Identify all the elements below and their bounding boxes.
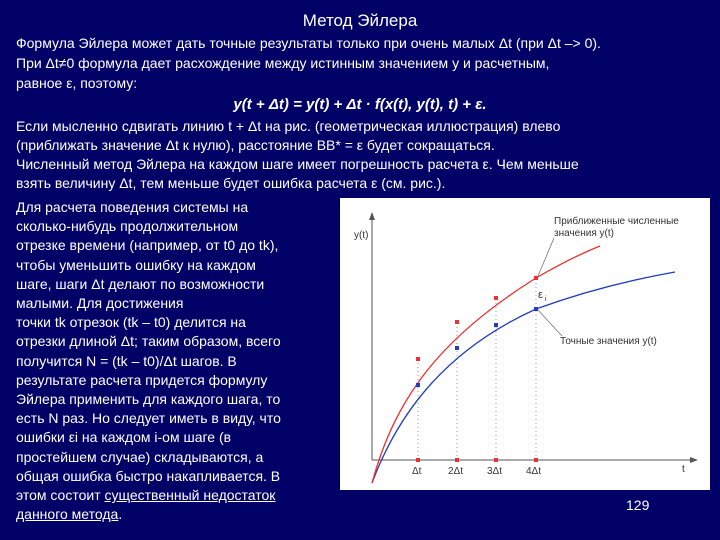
approx-point <box>455 320 459 324</box>
left-line: Для расчета поведения системы на <box>16 199 249 215</box>
para2-line-1: Если мысленно сдвигать линию t + Δt на рис. (геометрическая иллюстрация) влево <box>16 118 561 134</box>
left-line: общая ошибка быстро накапливается. В <box>16 467 281 484</box>
t-tick <box>494 458 498 462</box>
approx-point <box>494 296 498 300</box>
y-axis-arrow <box>369 212 375 220</box>
left-line: малыми. Для достижения <box>16 295 184 312</box>
left-line: чтобы уменьшить ошибку на каждом <box>16 256 256 273</box>
exact-point <box>416 383 420 387</box>
exact-label: Точные значения y(t) <box>560 336 657 347</box>
left-line <box>16 486 328 505</box>
left-line: Эйлера применить для каждого шага, то <box>16 391 281 408</box>
t-tick <box>416 458 420 462</box>
epsilon-subscript: i <box>545 296 547 303</box>
intro-line-1: Формула Эйлера может дать точные результаты только при очень малых Δt (при Δt –> 0). <box>16 35 601 51</box>
tick-label: 3Δt <box>487 466 503 477</box>
euler-figure <box>340 198 710 490</box>
euler-diagram <box>340 198 710 490</box>
drawback-link-cont: данного метода <box>16 506 119 523</box>
tick-label: 4Δt <box>526 466 542 477</box>
intro-line-3: равное ε, поэтому: <box>16 75 138 91</box>
t-axis-label: t <box>682 464 685 475</box>
exact-callout-line <box>538 310 562 336</box>
left-line <box>16 505 328 524</box>
t-tick <box>455 458 459 462</box>
left-line: получится N = (tk – t0)/Δt шагов. В <box>16 352 237 369</box>
left-line: простейшем случае) складываются, а <box>16 448 264 465</box>
t-tick <box>534 458 538 462</box>
approx-callout-line <box>538 238 554 276</box>
t-axis-arrow <box>690 457 698 463</box>
y-axis-label: y(t) <box>354 230 369 241</box>
left-line: есть N раз. Но следует иметь в виду, что <box>16 410 281 427</box>
exact-point <box>534 307 538 311</box>
left-line: результате расчета придется формулу <box>16 371 268 388</box>
tick-label: 2Δt <box>448 466 464 477</box>
left-line: отрезке времени (например, от t0 до tk), <box>16 237 279 254</box>
para2-line-3: Численный метод Эйлера на каждом шаге имеет погрешность расчета ε. Чем меньше <box>16 156 579 172</box>
epsilon-label: ε <box>538 289 543 301</box>
exact-point <box>455 346 459 350</box>
left-line: точки tk отрезок (tk – t0) делится на <box>16 314 246 331</box>
left-line-suffix: . <box>118 506 123 523</box>
approx-point <box>416 357 420 361</box>
approx-label-line2: значения y(t) <box>554 228 614 239</box>
exact-point <box>494 323 498 327</box>
left-line: ошибки εi на каждом i-ом шаге (в <box>16 429 232 446</box>
left-paragraph <box>16 198 328 524</box>
left-line-prefix: этом состоит <box>16 487 105 504</box>
approx-curve <box>372 246 600 483</box>
left-line: шаге, шаги Δt делают по возможности <box>16 275 265 292</box>
exact-curve <box>372 272 675 483</box>
approx-point <box>534 276 538 280</box>
intro-line-2: При Δt≠0 формула дает расхождение между истинным значением y и расчетным, <box>16 55 550 71</box>
page-number: 129 <box>626 497 650 513</box>
drawback-link: существенный недостаток <box>104 487 276 504</box>
left-line: отрезки длиной Δt; таким образом, всего <box>16 333 281 350</box>
euler-formula: y(t + Δt) = y(t) + Δt · f(x(t), y(t), t) + ε. <box>233 96 487 113</box>
para2-line-4: взять величину Δt, тем меньше будет ошибка расчета ε (см. рис.). <box>16 175 446 191</box>
left-line: сколько-нибудь продолжительном <box>16 218 239 235</box>
approx-label-line1: Приближенные численные <box>554 216 679 227</box>
slide-title: Метод Эйлера <box>302 11 418 30</box>
para2-line-2: (приближать значение Δt к нулю), расстояние BB* = ε будет сокращаться. <box>16 137 495 153</box>
tick-label: Δt <box>412 466 422 477</box>
